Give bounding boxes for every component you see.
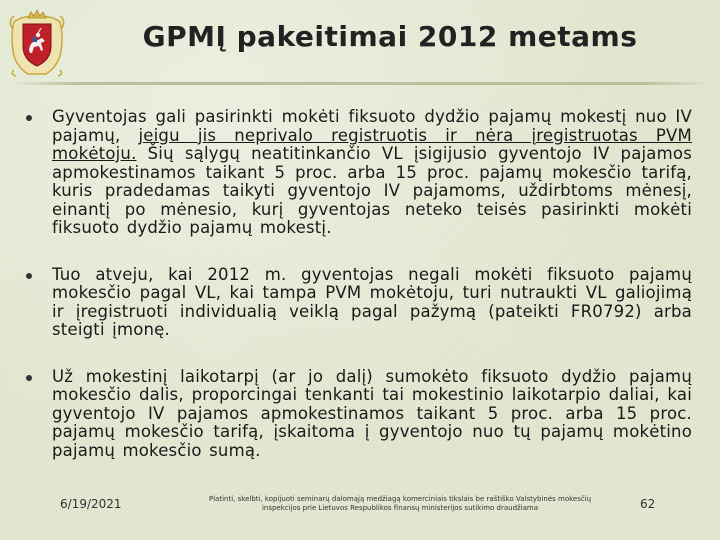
coat-of-arms-icon xyxy=(8,8,66,78)
bullet-list xyxy=(26,108,692,488)
bullet-1-text-start: Gyventojas gali pasirinkti mokėti fiksuoto dydžio pajamų mokestį nuo IV pajamų, xyxy=(52,107,692,145)
bullet-icon xyxy=(26,375,32,381)
bullet-item-2 xyxy=(26,266,692,340)
page-title: GPMĮ pakeitimai 2012 metams xyxy=(142,20,638,53)
bullet-item-3 xyxy=(26,368,692,461)
footer-copyright-note: Platinti, skelbti, kopijuoti seminarų dalomąją medžiagą komerciniais tikslais be raštiško Valstybinės mokesčių inspekcijos prie Lietuvos Respublikos finansų ministerijos sutikimo draudžiama xyxy=(208,495,592,512)
bullet-text-3: Už mokestinį laikotarpį (ar jo dalį) sumokėto fiksuoto dydžio pajamų mokesčio dalis, proporcingai tenkanti tai mokestinio laikotarpio daliai, kai gyventojo IV pajamos apmokestinamos taikant 5 proc. arba 15 proc. pajamų mokesčio tarifą, įskaitoma į gyventojo nuo tų pajamų mokėtino pajamų mokesčio sumą. xyxy=(52,366,692,460)
bullet-icon xyxy=(26,273,32,279)
title-divider xyxy=(8,82,712,85)
bullet-text-1 xyxy=(52,108,692,238)
bullet-text-2: Tuo atveju, kai 2012 m. gyventojas negali mokėti fiksuoto pajamų mokesčio pagal VL, kai tampa PVM mokėtoju, turi nutraukti VL galiojimą ir įregistruoti individualią veiklą pagal pažymą (pateikti FR0792) arba steigti įmonę. xyxy=(52,264,692,339)
slide-number: 62 xyxy=(640,497,656,511)
bullet-1-text-end: Šių sąlygų neatitinkančio VL įsigijusio gyventojo IV pajamos apmokestinamos taikant 5 proc. arba 15 proc. pajamų mokesčio tarifą, kuris pradedamas taikyti gyventojo IV pajamoms, uždirbtoms mėnesį, einantį po mėnesio, kurį gyventojas neteko teisės pasirinkti mokėti fiksuoto dydžio pajamų mokestį. xyxy=(52,144,692,237)
bullet-icon xyxy=(26,115,32,121)
bullet-item-1 xyxy=(26,108,692,238)
footer-date: 6/19/2021 xyxy=(60,497,122,511)
bullet-1-underlined-text: jeigu jis neprivalo registruotis ir nėra įregistruotas PVM mokėtoju. xyxy=(52,125,692,163)
